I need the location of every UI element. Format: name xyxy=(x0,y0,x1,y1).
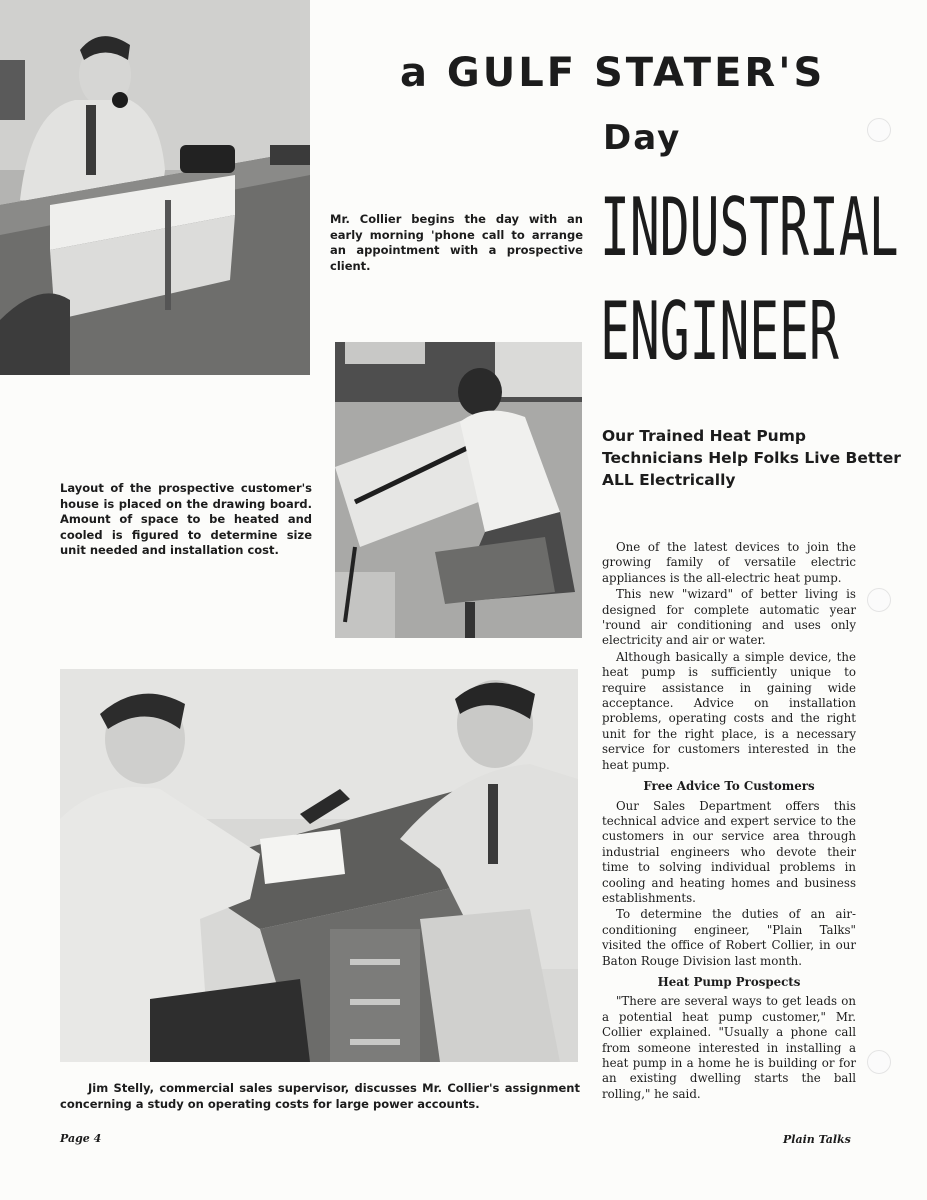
article-paragraph: One of the latest devices to join the growing family of versatile electric appliances is the all-electric heat pump. xyxy=(602,540,856,585)
caption-drawing-board: Layout of the prospective customer's house is placed on the drawing board. Amount of space to be heated and cooled is figured to determine size unit needed and installation cost. xyxy=(60,481,312,557)
article-paragraph: To determine the duties of an air-conditioning engineer, "Plain Talks" visited the office of Robert Collier, in our Baton Rouge Division last month. xyxy=(602,907,856,968)
article-paragraph: This new "wizard" of better living is designed for complete automatic year 'round air conditioning and uses only electricity and air or water. xyxy=(602,587,856,648)
photo-phone-call xyxy=(0,0,310,375)
article-body xyxy=(602,540,856,1103)
page-number: Page 4 xyxy=(60,1132,102,1145)
article-subheading: Free Advice To Customers xyxy=(643,779,815,794)
binder-hole xyxy=(867,1050,891,1074)
article-paragraph: "There are several ways to get leads on a potential heat pump customer," Mr. Collier explained. "Usually a phone call from someone interested in installing a heat pump in a home he is building or for an existing dwelling starts the ball rolling," he said. xyxy=(602,994,856,1101)
photo-sales-meeting xyxy=(60,669,578,1062)
title-day: Day xyxy=(603,118,682,158)
caption-meeting: Jim Stelly, commercial sales supervisor, discusses Mr. Collier's assignment concerning a study on operating costs for large power accounts. xyxy=(60,1081,580,1111)
binder-hole xyxy=(867,118,891,142)
binder-hole xyxy=(867,588,891,612)
caption-phone: Mr. Collier begins the day with an early morning 'phone call to arrange an appointment with a prospective client. xyxy=(330,212,583,273)
photo-drawing-board xyxy=(335,342,582,638)
title-industrial: INDUSTRIAL xyxy=(600,181,899,274)
title-prefix: a GULF STATER'S xyxy=(400,50,826,96)
article-paragraph: Our Sales Department offers this technical advice and expert service to the customers in our service area through industrial engineers who devote their time to solving individual problems in cooling and heating homes and business establishments. xyxy=(602,798,856,905)
publication-name: Plain Talks xyxy=(783,1133,851,1146)
title-engineer: ENGINEER xyxy=(600,285,839,378)
article-subheading: Heat Pump Prospects xyxy=(657,974,801,989)
subhead: Our Trained Heat Pump Technicians Help Folks Live Better ALL Electrically xyxy=(602,427,901,489)
article-paragraph: Although basically a simple device, the heat pump is sufficiently unique to require assistance in gaining wide acceptance. Advice on installation problems, operating costs and the right unit for the right place, is a necessary service for customers interested in the heat pump. xyxy=(602,649,856,772)
